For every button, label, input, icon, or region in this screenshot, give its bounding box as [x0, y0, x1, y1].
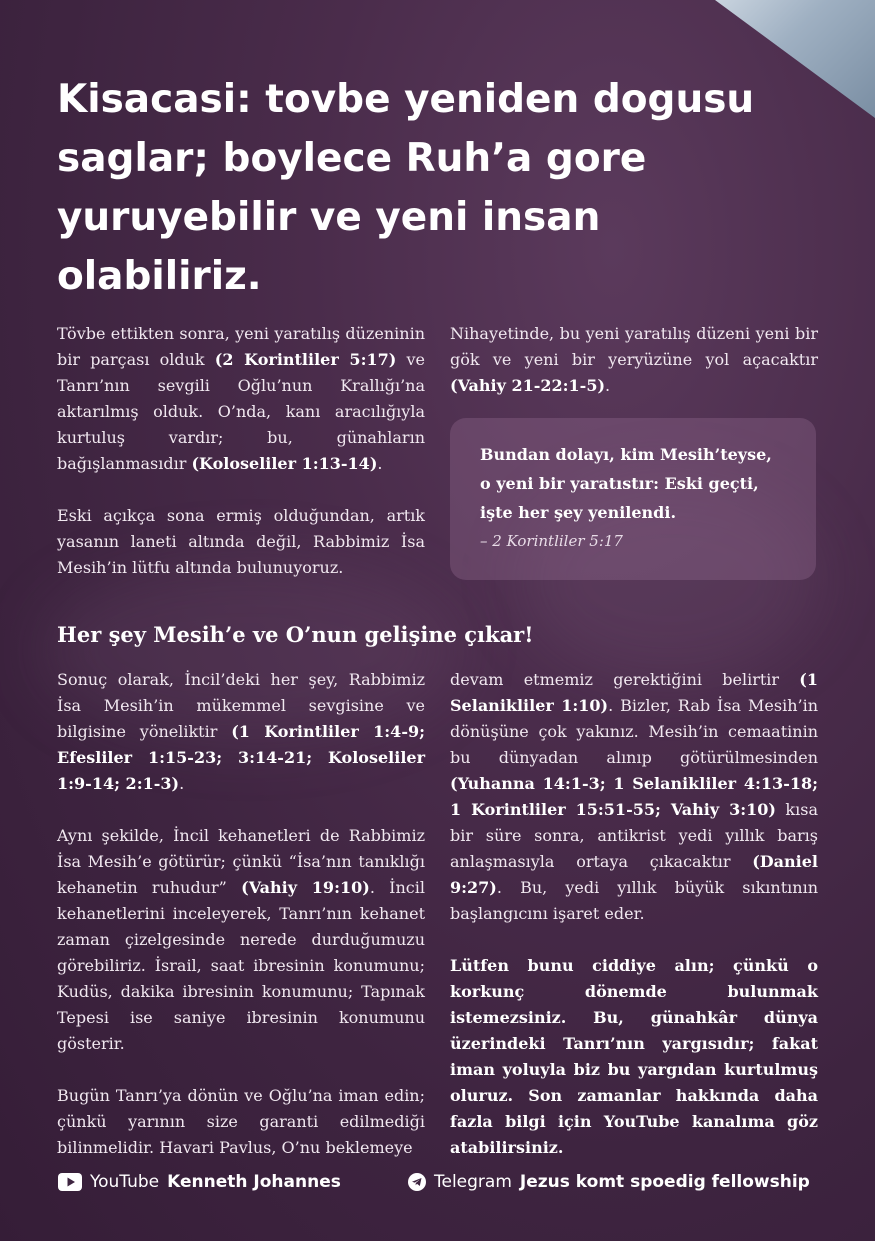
text-run: .: [605, 376, 611, 395]
text-run: . Bizler, Rab İsa Mesih’in dönüşüne çok yakınız. Mesih’in cemaatinin bu dünyadan alınıp götürülmesinden: [450, 696, 819, 767]
text-run: Sonuç olarak, İncil’deki her şey, Rabbimiz İsa Mesih’in mükemmel sevgisine ve bilgisine yöneliktir: [57, 670, 425, 741]
text-run: .: [377, 454, 383, 473]
bold-text: (Yuhanna 14:1-3; 1 Selanikliler 4:13-18; 1 Korintliler 15:51-55; Vahiy 3:10): [450, 774, 818, 819]
quote-box: [450, 418, 816, 580]
column-2: [450, 321, 818, 425]
column-3: [57, 667, 425, 1187]
telegram-icon: [408, 1173, 426, 1191]
text-run: Eski açıkça sona ermiş olduğundan, artık yasanın laneti altında değil, Rabbimiz İsa Mesih’in lütfu altında bulunuyoruz.: [57, 506, 425, 577]
quote-reference: – 2 Korintliler 5:17: [480, 532, 623, 550]
paragraph: [57, 503, 425, 581]
bold-text: (1 Selanikliler 1:10): [450, 670, 818, 715]
bold-text: Lütfen bunu ciddiye alın; çünkü o korkunç dönemde bulunmak istemezsiniz. Bu, günahkâr dünya üzerindeki Tanrı’nın yargısıdır; fakat iman yoluyla biz bu yargıdan kurtulmuş oluruz. Son zamanlar hakkında daha fazla bilgi için YouTube kanalıma göz atabilirsiniz.: [450, 956, 818, 1157]
paragraph: [57, 1083, 425, 1161]
text-run: Tövbe ettikten sonra, yeni yaratılış düzeninin bir parçası olduk: [57, 324, 425, 369]
paragraph: [57, 667, 425, 797]
bold-text: (Vahiy 19:10): [241, 878, 370, 897]
paragraph: [450, 321, 818, 399]
section-heading: Her şey Mesih’e ve O’nun gelişine çıkar!: [57, 622, 534, 647]
text-run: Bugün Tanrı’ya dönün ve Oğlu’na iman edin; çünkü yarının size garanti edilmediği bilinmelidir. Havari Pavlus, O’nu beklemeye: [57, 1086, 425, 1157]
youtube-icon: [58, 1173, 82, 1191]
footer-telegram-link[interactable]: [408, 1172, 810, 1192]
text-run: Nihayetinde, bu yeni yaratılış düzeni yeni bir gök ve yeni bir yeryüzüne yol açacaktır: [450, 324, 818, 369]
footer-youtube-link[interactable]: [58, 1172, 341, 1192]
column-4: [450, 667, 818, 1187]
text-run: ve Tanrı’nın sevgili Oğlu’nun Krallığı’na aktarılmış olduk. O’nda, kanı aracılığıyla kurtuluş vardır; bu, günahların bağışlanmasıdır: [57, 350, 425, 473]
youtube-channel-name: Kenneth Johannes: [167, 1172, 341, 1192]
telegram-label: Telegram: [434, 1172, 512, 1192]
text-run: Aynı şekilde, İncil kehanetleri de Rabbimiz İsa Mesih’e götürür; çünkü “İsa’nın tanıklığı kehanetin ruhudur”: [57, 826, 425, 897]
bold-text: (Daniel 9:27): [450, 852, 818, 897]
bold-text: (1 Korintliler 1:4-9; Efesliler 1:15-23; 3:14-21; Koloseliler 1:9-14; 2:1-3): [57, 722, 425, 793]
text-run: devam etmemiz gerektiğini belirtir: [450, 670, 800, 689]
text-run: . İncil kehanetlerini inceleyerek, Tanrı’nın kehanet zaman çizelgesinde nerede durduğumuzu görebiliriz. İsrail, saat ibresinin konumunu; Kudüs, dakika ibresinin konumunu; Tapınak Tepesi ise saniye ibresinin konumunu gösterir.: [57, 878, 425, 1053]
paragraph: [450, 953, 818, 1161]
bold-text: (2 Korintliler 5:17): [214, 350, 397, 369]
youtube-label: YouTube: [90, 1172, 160, 1192]
page-title: Kisacasi: tovbe yeniden dogusu saglar; boylece Ruh’a gore yuruyebilir ve yeni insan olabiliriz.: [57, 77, 755, 299]
bold-text: (Koloseliler 1:13-14): [191, 454, 378, 473]
text-run: kısa bir süre sonra, antikrist yedi yıllık barış anlaşmasıyla ortaya çıkacaktır: [450, 800, 818, 871]
paragraph: [57, 321, 425, 477]
quote-text: Bundan dolayı, kim Mesih’teyse, o yeni bir yaratıstır: Eski geçti, işte her şey yenilendi.: [480, 445, 772, 522]
text-run: . Bu, yedi yıllık büyük sıkıntının başlangıcını işaret eder.: [450, 878, 818, 923]
text-run: .: [179, 774, 185, 793]
telegram-group-name: Jezus komt spoedig fellowship: [519, 1172, 810, 1192]
bold-text: (Vahiy 21-22:1-5): [450, 376, 606, 395]
paragraph: [450, 667, 818, 927]
column-1: [57, 321, 425, 607]
paragraph: [57, 823, 425, 1057]
